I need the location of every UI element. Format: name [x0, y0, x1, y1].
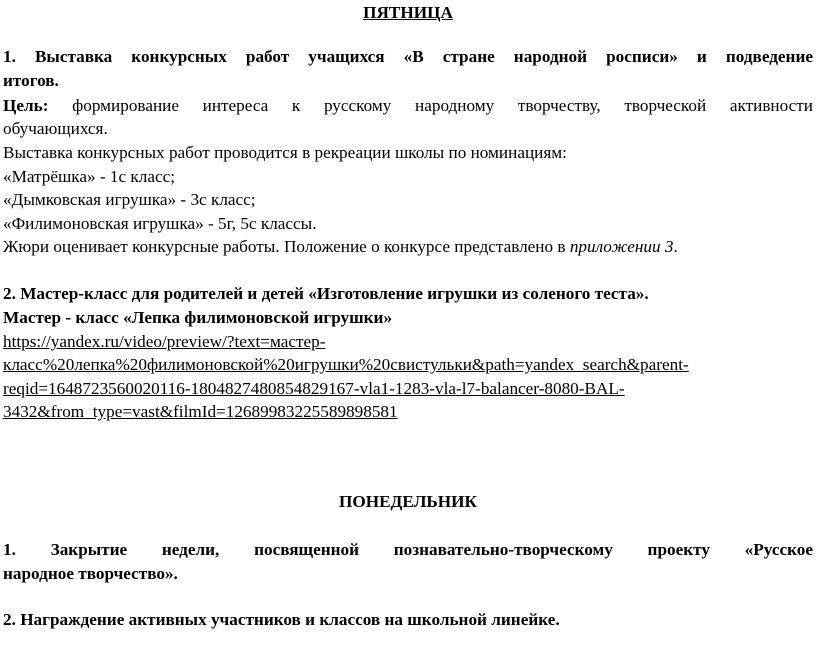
- appendix-reference: приложении 3: [569, 237, 674, 256]
- monday-item1-cont: народное творчество».: [3, 564, 178, 583]
- video-link-cont[interactable]: reqid=1648723560020116-1804827480854829167-vla1-1283-vla-l7-balancer-8080-BAL-: [3, 379, 625, 398]
- exhibit-text: Выставка конкурсных работ проводится в рекреации школы по номинациям:: [3, 143, 567, 162]
- jury-text-main: Жюри оценивает конкурсные работы. Положение о конкурсе представлено в: [3, 237, 570, 256]
- friday-item1-title-cont: итогов.: [3, 71, 59, 90]
- goal-text: формирование интереса к русскому народному творчеству, творческой активности: [48, 96, 813, 115]
- friday-item2-title: 2. Мастер-класс для родителей и детей «Изготовление игрушки из соленого теста».: [3, 284, 649, 303]
- jury-text-end: .: [673, 237, 678, 256]
- video-link-cont[interactable]: класс%20лепка%20филимоновской%20игрушки%20свистульки&path=yandex_search&parent-: [3, 355, 689, 374]
- goal-paragraph: [3, 95, 813, 117]
- video-link[interactable]: https://yandex.ru/video/preview/?text=мастер-: [3, 332, 326, 351]
- nomination-item: «Филимоновская игрушка» - 5г, 5с классы.: [3, 214, 317, 233]
- friday-item1-title: 1. Выставка конкурсных работ учащихся «В стране народной росписи» и подведение: [3, 47, 813, 66]
- jury-text: [3, 236, 813, 258]
- video-link-cont[interactable]: 3432&from_type=vast&filmId=12689983225589898581: [3, 402, 398, 421]
- monday-item1: 1. Закрытие недели, посвященной познавательно-творческому проекту «Русское: [3, 540, 813, 559]
- monday-heading: ПОНЕДЕЛЬНИК: [338, 492, 477, 511]
- master-class-subtitle: Мастер - класс «Лепка филимоновской игрушки»: [3, 308, 393, 327]
- nomination-item: «Дымковская игрушка» - 3с класс;: [3, 190, 256, 209]
- nomination-item: «Матрёшка» - 1с класс;: [3, 167, 175, 186]
- goal-label: Цель:: [3, 96, 49, 115]
- monday-item2: 2. Награждение активных участников и классов на школьной линейке.: [3, 610, 560, 629]
- friday-heading: ПЯТНИЦА: [363, 3, 453, 22]
- goal-text-cont: обучающихся.: [3, 119, 108, 138]
